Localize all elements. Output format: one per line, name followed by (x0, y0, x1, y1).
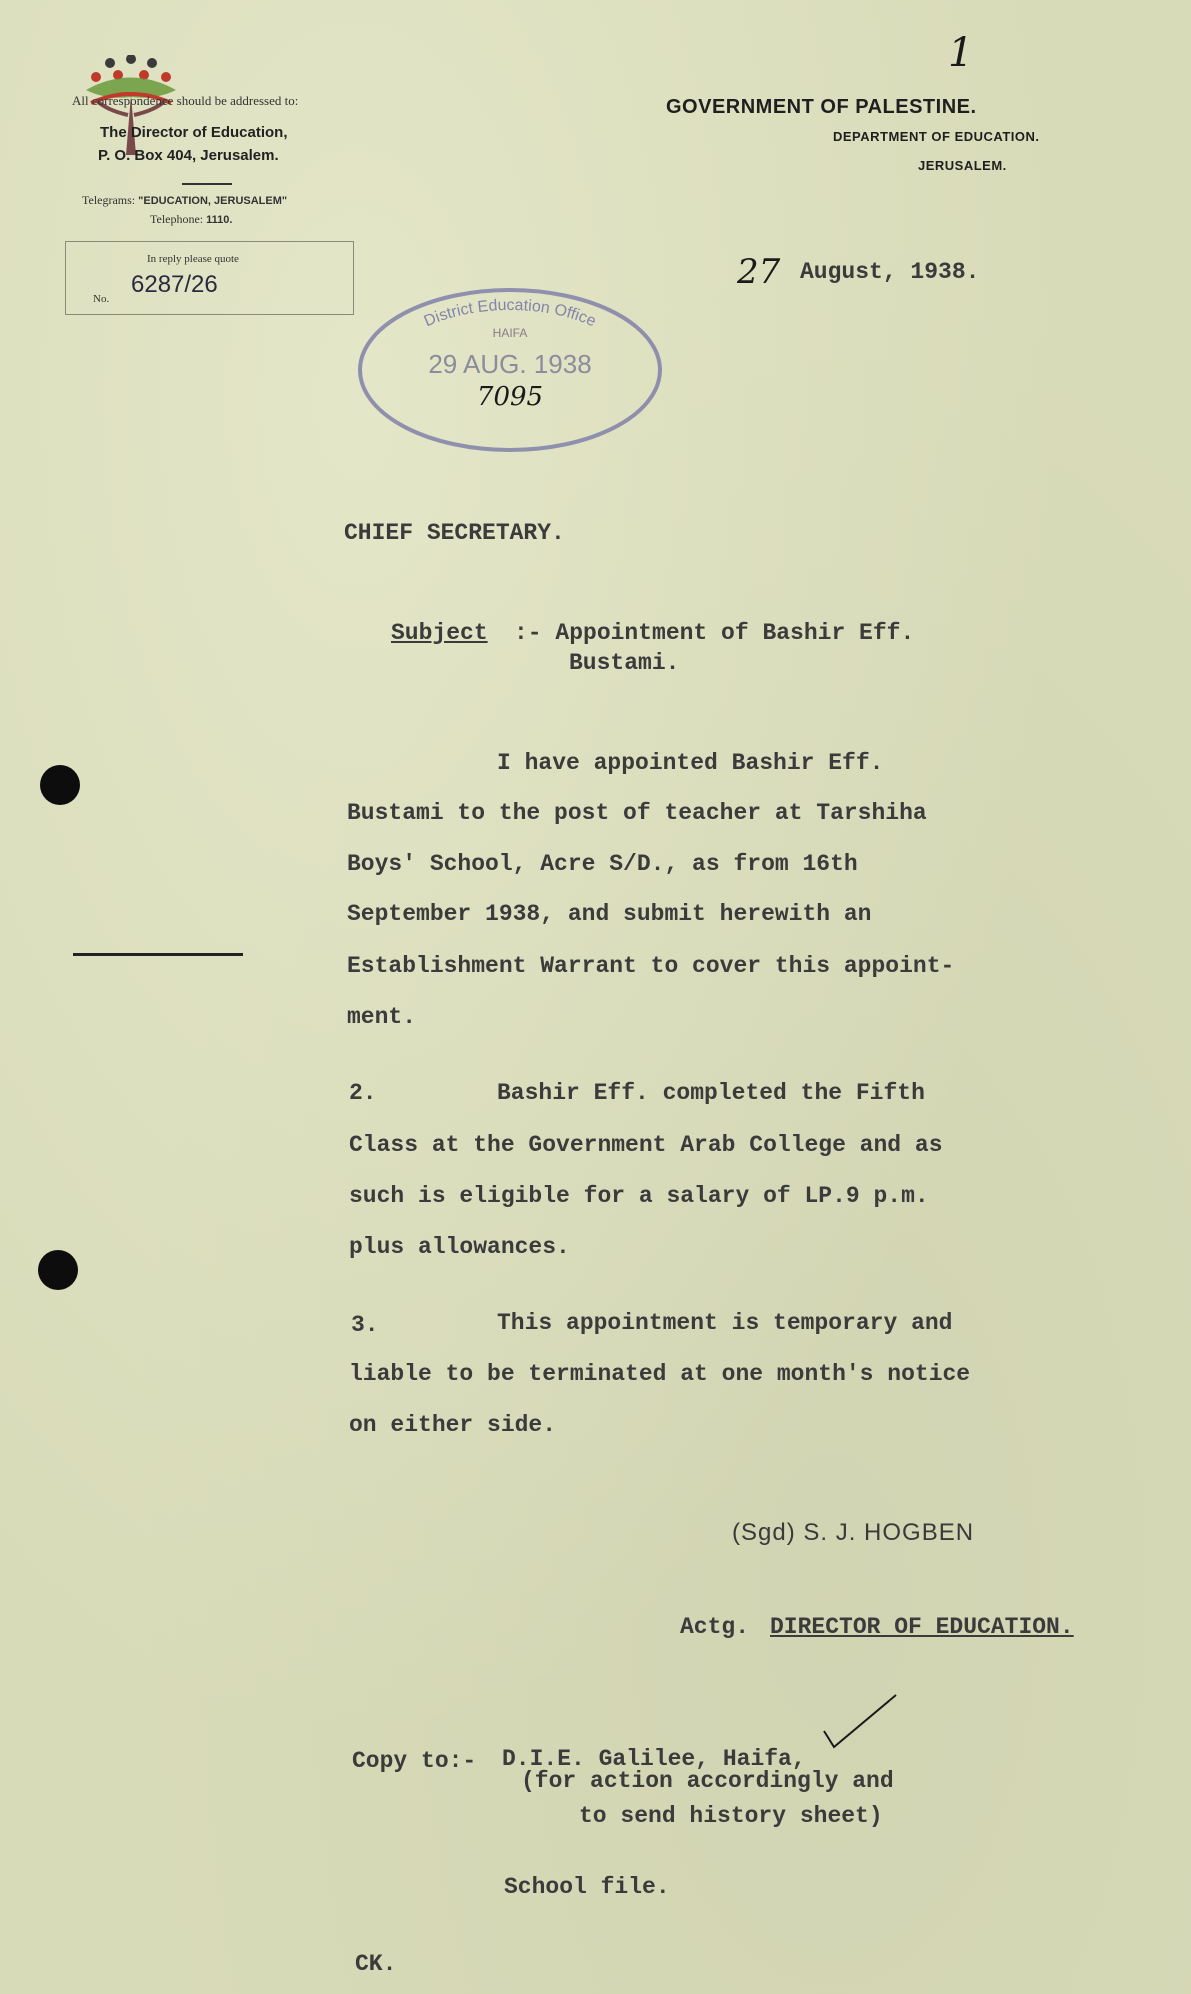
p3-line: This appointment is temporary and (497, 1310, 953, 1336)
p2-line: Bashir Eff. completed the Fifth (497, 1080, 925, 1106)
reply-label: In reply please quote (147, 253, 239, 265)
p1-line: Boys' School, Acre S/D., as from 16th (347, 851, 858, 877)
addressee: CHIEF SECRETARY. (344, 520, 565, 546)
telegrams-line (82, 193, 287, 208)
signature: (Sgd) S. J. HOGBEN (732, 1519, 975, 1546)
address-line2: P. O. Box 404, Jerusalem. (98, 147, 279, 164)
address-line1: The Director of Education, (100, 124, 288, 141)
title-prefix: Actg. (680, 1614, 750, 1640)
date-typed: August, 1938. (800, 259, 980, 285)
city-title: JERUSALEM. (918, 158, 1007, 173)
p2-line: such is eligible for a salary of LP.9 p.m. (349, 1183, 929, 1209)
reference-number: 6287/26 (131, 271, 218, 298)
subject-text-line1: :- Appointment of Bashir Eff. (514, 620, 915, 646)
received-stamp (350, 275, 670, 465)
school-file: School file. (504, 1874, 670, 1900)
p2-line: Class at the Government Arab College and as (349, 1132, 943, 1158)
p3-line: on either side. (349, 1412, 557, 1438)
punch-hole-bottom (38, 1250, 78, 1290)
stamp-office: District Education Office (421, 296, 599, 331)
copy-to-line2: (for action accordingly and (521, 1768, 894, 1794)
p3-line: liable to be terminated at one month's notice (349, 1361, 971, 1387)
stamp-date: 29 AUG. 1938 (428, 349, 592, 379)
typist-initials: CK. (355, 1951, 397, 1977)
government-title: GOVERNMENT OF PALESTINE. (666, 96, 977, 118)
date-day-handwritten: 27 (737, 252, 781, 292)
p3-number: 3. (351, 1312, 379, 1338)
no-label: No. (93, 293, 110, 305)
stamp-place: HAIFA (492, 326, 528, 340)
margin-rule (73, 953, 243, 956)
p1-line: I have appointed Bashir Eff. (497, 750, 884, 776)
telephone-label: Telephone: (150, 212, 204, 226)
stamp-number: 7095 (476, 382, 544, 412)
address-intro: All correspondence should be addressed to: (72, 93, 299, 108)
department-title: DEPARTMENT OF EDUCATION. (833, 129, 1040, 144)
subject-text-line2: Bustami. (569, 650, 680, 676)
divider (182, 183, 232, 185)
telephone-value: 1110. (206, 214, 233, 226)
copy-to-label: Copy to:- (352, 1748, 477, 1774)
telephone-line (150, 212, 232, 227)
page-number: 1 (948, 30, 974, 76)
subject-label: Subject (391, 620, 488, 646)
telegrams-value: "EDUCATION, JERUSALEM" (138, 195, 288, 207)
p1-line: Establishment Warrant to cover this appoint- (347, 953, 955, 979)
p2-number: 2. (349, 1080, 377, 1106)
telegrams-label: Telegrams: (82, 193, 136, 207)
signatory-title: DIRECTOR OF EDUCATION. (770, 1614, 1074, 1640)
copy-to-line3: to send history sheet) (579, 1803, 883, 1829)
copy-to-line1: D.I.E. Galilee, Haifa, (502, 1746, 806, 1772)
check-mark-icon (820, 1693, 900, 1753)
p1-line: ment. (347, 1004, 417, 1030)
p1-line: September 1938, and submit herewith an (347, 901, 872, 927)
p2-line: plus allowances. (349, 1234, 570, 1260)
p1-line: Bustami to the post of teacher at Tarshiha (347, 800, 927, 826)
punch-hole-top (40, 765, 80, 805)
